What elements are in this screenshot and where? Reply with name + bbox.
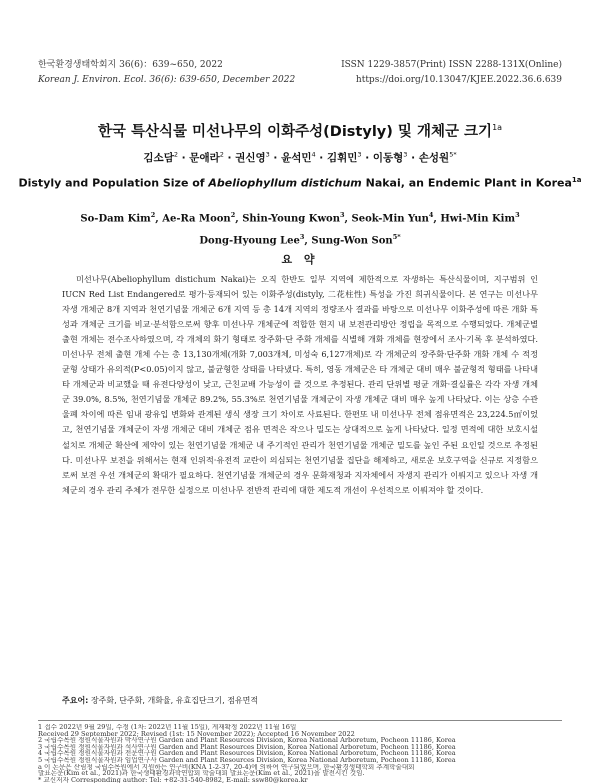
title-korean-sup: 1a [492,123,503,133]
footnote-line: 4 국립수목원 정원식물자원과 전문연구원 Garden and Plant Resources Division, Korea National Arboretum, Pocheon 11186, Korea [38,750,456,757]
author-name-en: Sung-Won Son [311,235,393,247]
footnote-line: 2 국립수목원 정원식물자원과 박사연구원 Garden and Plant Resources Division, Korea National Arboretum, Pocheon 11186, Korea [38,737,456,744]
journal-name-ko: 한국환경생태학회지 36(6)：639~650, 2022 [38,60,223,70]
author-name-ko: 김소담 [143,152,174,164]
journal-name-en: Korean J. Environ. Ecol. 36(6): 639-650, December 2022 [38,75,296,85]
footnote-line: 5 국립수목원 정원식물자원과 임업연구사 Garden and Plant Resources Division, Korea National Arboretum, Pocheon 11186, Korea [38,756,456,764]
author-affiliation-ko: 2 [173,150,178,159]
footnotes [38,724,562,783]
author-name-ko: 윤석민 [281,152,312,164]
issn: ISSN 1229-3857(Print) ISSN 2288-131X(Online) [341,60,562,70]
journal-header-right [341,58,562,88]
authors-korean: 김소담$^2$ · 문애라$^2$ · 권신영$^3$ · 윤석민$^4$ · 김휘민$^3$ · 이동형$^3$ · 손성원$^{5*}$ [143,150,457,164]
author-name-ko: 손성원 [418,152,450,164]
author-name-ko: 이동형 [372,152,404,164]
author-name-ko: 권신영 [235,152,266,164]
abstract-body [62,272,538,498]
author-name-en: Shin-Young Kwon [242,213,340,225]
footnote-line: a 이 논문은 산림청 국립수목원에서 지원하는 연구비(KNA 1-2-37, 20-4)에 의하여 연구되었으며, 한국환경생태학회 추계학술대회 [38,763,415,771]
abstract-heading: 요 약 [281,253,319,266]
title-english [0,176,600,190]
footnote-divider [38,720,562,721]
author-name-en: Hwi-Min Kim [440,213,516,225]
author-affiliation-ko: 3 [403,150,408,159]
title-english-sup: 1a [571,176,582,184]
author-name-ko: 김휘민 [326,152,358,164]
author-affiliation-en: 2 [230,211,236,219]
author-affiliation-en: 3 [515,211,520,219]
author-name-en: So-Dam Kim [80,213,151,225]
author-affiliation-en: 3 [340,211,345,219]
author-name-ko: 문애라 [189,152,220,164]
author-affiliation-ko: 5* [449,150,457,159]
keywords-list: 장주화, 단주화, 개화율, 유효집단크기, 점유면적 [90,696,259,705]
author-affiliation-en: 5* [392,233,401,242]
footnote-line: Received 29 September 2022; Revised (1st: 15 November 2022); Accepted 16 November 2022 [38,730,355,738]
author-affiliation-en: 2 [150,211,156,219]
keywords-label: 주요어: [62,696,89,705]
title-english-pre: Distyly and Population Size of [18,176,209,190]
author-affiliation-en: 3 [299,233,305,242]
footnote-line: * 교신저자 Corresponding author: Tel: +82-31-540-8982, E-mail: ssw80@korea.kr [38,776,308,783]
keywords [62,695,538,706]
journal-header-left [38,58,295,88]
doi-link[interactable]: https://doi.org/10.13047/KJEE.2022.36.6.639 [355,75,562,85]
author-affiliation-en: 4 [428,211,434,219]
footnote-line: 1 접수 2022년 9월 29일, 수정 (1차: 2022년 11월 15일), 게재확정 2022년 11월 16일 [38,724,297,731]
abstract-paragraph: 미선나무(Abeliophyllum distichum Nakai)는 오직 한반도 일부 지역에 제한적으로 자생하는 특산식물이며, 지구범위 인 IUCN Red List Endangered로 평가·등재되어 있는 이화주성(distyly, 二花柱性) 특성을 가진 희귀식물이다. 본 연구는 미선나무 자생 개체군 8개 지역과 천연기념물 개체군 6개 지역 등 총 14개 지역의 정량조사 결과를 바탕으로 미선나무 이화주성에 따른 개화 특성과 개체군 크기를 비교·분석함으로써 향후 미선나무 개체군에 적합한 현지 내 보전관리방안 정립을 목적으로 수행되었다. 개체군별 출현 개체는 전수조사하였으며, 각 개체의 화기 형태로 장주화·단 주화 개체를 식별해 개화 개체를 현장에서 조사·기록 후 분석하였다. 미선나무 전체 출현 개체 수는 총 13,130개체(개화 7,003개체, 미성숙 6,127개체)로 각 개체군의 장주화·단주화 개화 개체 수 적정 균형 상태가 유의적(P<0.05)이지 않고, 불균형한 상태를 나타냈다. 특히, 영동 개체군은 타 개체군 대비 매우 불균형적 형태를 나타내 타 개체군과 비교했을 때 유전다양성이 낮고, 근친교배 가능성이 클 것으로 추정된다. 관리 단위별 평균 개화·결실률은 각각 자생 개체군 39.0%, 8.5%, 천연기념물 개체군 89.2%, 55.3%로 천연기념물 개체군이 자생 개체군 대비 매우 높게 나타났다. 이는 상층 수관 울폐 차이에 따른 임내 광유입 변화와 관계된 생식 생장 크기 차이로 사료된다. 한편또 내 미선나무 전체 점유면적은 23,224.5㎡이었고, 천연기념물 개체군이 자생 개체군 대비 개체군 점유 면적은 작으나 밀도는 상대적으로 높게 나타났다. 일정 면적에 대한 보호시설 설치로 개체군 확산에 제약이 있는 천연기념물 개체군 내 주기적인 관리가 천연기념물 개체군 밀도를 높인 주된 요인일 것으로 추정된다. 미선나무 보전을 위해서는 현재 인위적·유전적 교란이 의심되는 천연기념물 집단을 해제하고, 새로운 보호구역을 신규로 지정함으로써 보전 우선 개체군의 확대가 필요하다. 천연기념물 개체군의 경우 문화재청과 지자체에서 자생지 관리가 이뤄지고 있으나 자생 개체군의 경우 관리 주체가 전무한 실정으로 미선나무 전반적 관리에 대한 제도적 개선이 우선적으로 이뤄져야 할 것이다. [62,274,538,495]
author-affiliation-ko: 2 [219,150,224,159]
author-name-en: Seok-Min Yun [351,213,429,225]
footnote-line: 발표논문(Kim et al., 2021)과 한국생태환경과학연합회 학술대회 발표논문(Kim et al., 2021)을 발전시킨 것임. [38,770,365,777]
title-korean-text: 한국 특산식물 미선나무의 이화주성(Distyly) 및 개체군 크기 [97,124,493,140]
title-english-post: Nakai, an Endemic Plant in Korea [361,176,572,190]
author-name-en: Dong-Hyoung Lee [199,235,300,247]
title-korean [0,120,600,141]
authors-english: So-Dam Kim$^2$, Ae-Ra Moon$^2$, Shin-Young Kwon$^3$, Seok-Min Yun$^4$, Hwi-Min Kim$^3$ Dong-Hyoung Lee$^3$, Sung-Won Son$^{5*}$ [80,211,520,247]
author-affiliation-ko: 3 [357,150,362,159]
author-name-en: Ae-Ra Moon [162,213,231,225]
author-affiliation-ko: 3 [265,150,270,159]
species-name: Abeliophyllum distichum [208,176,362,190]
author-affiliation-ko: 4 [311,150,316,159]
footnote-line: 3 국립수목원 정원식물자원과 석사연구원 Garden and Plant Resources Division, Korea National Arboretum, Pocheon 11186, Korea [38,743,456,751]
